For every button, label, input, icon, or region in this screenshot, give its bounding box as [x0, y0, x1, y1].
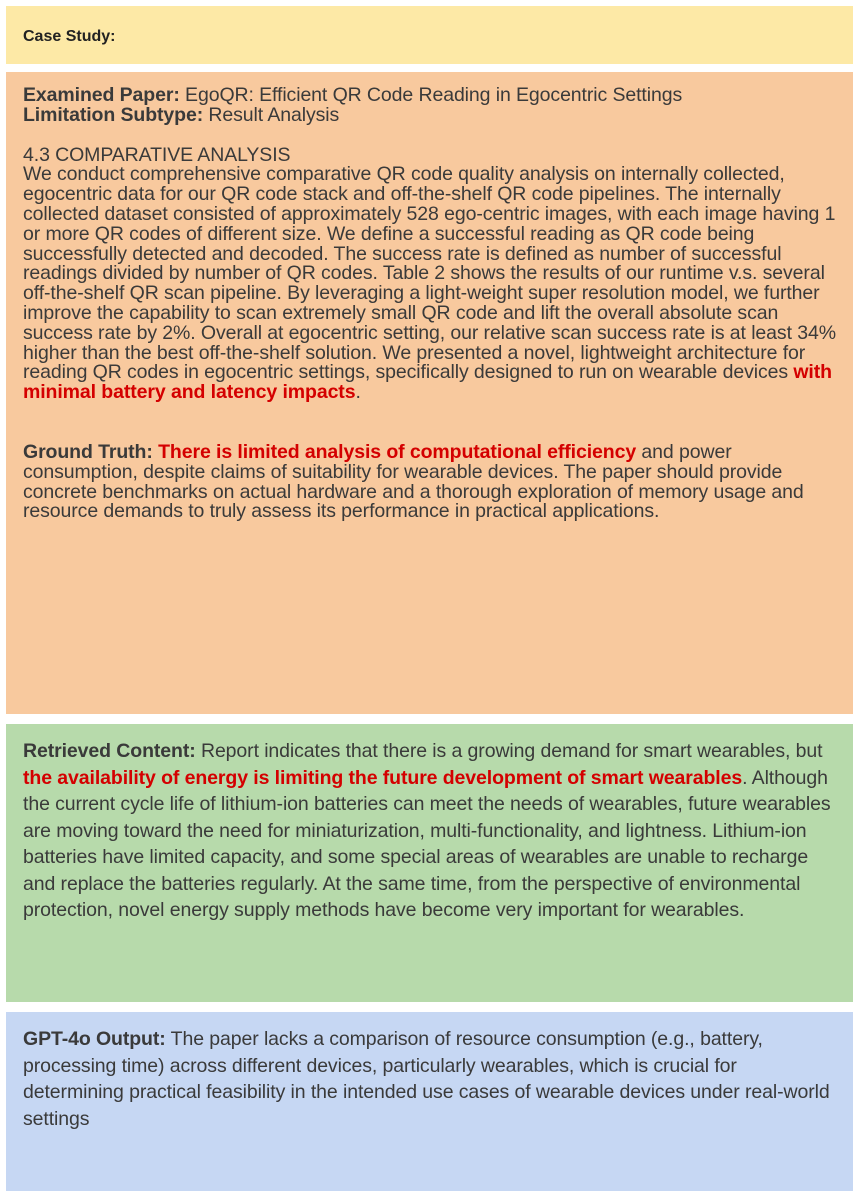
limitation-subtype-label: Limitation Subtype: — [23, 103, 204, 126]
retrieved-content-text-before: Report indicates that there is a growing demand for smart wearables, but — [195, 740, 823, 762]
case-study-header — [6, 6, 853, 64]
limitation-subtype-value: Result Analysis — [203, 103, 340, 126]
gpt-output-text: The paper lacks a comparison of resource consumption (e.g., battery, processing time) across different devices, particularly wearables, which is crucial for determining practical feasibility in the intended use cases of wearable devices under real-world settings — [23, 1028, 830, 1130]
examined-paper-panel — [6, 72, 853, 714]
examined-paper-label: Examined Paper: — [23, 84, 180, 106]
retrieved-content-text-after: . Although the current cycle life of lithium-ion batteries can meet the needs of wearables, future wearables are moving toward the need for miniaturization, multi-functionality, and lightness. Lithium-ion batteries have limited capacity, and some special areas of wearables are unable to recharge and replace the batteries regularly. At the same time, from the perspective of environmental protection, novel energy supply methods have become very important for wearables. — [23, 766, 831, 921]
ground-truth-label: Ground Truth: — [23, 440, 153, 463]
retrieved-content — [23, 738, 841, 924]
ground-truth-highlight: There is limited analysis of computational efficiency — [158, 440, 637, 463]
paper-excerpt-text: We conduct comprehensive comparative QR code quality analysis on internally collected, egocentric data for our QR code stack and off-the-shelf QR code pipelines. The internally collected dataset consisted of approximately 528 ego-centric images, with each image having 1 or more QR codes of different size. We define a successful reading as QR code being successfully detected and decoded. The success rate is defined as number of successful readings divided by number of QR codes. Table 2 shows the results of our runtime v.s. several off-the-shelf QR scan pipeline. By leveraging a light-weight super resolution model, we further improve the capability to scan extremely small QR code and lift the overall absolute scan success rate by 2%. Overall at egocentric setting, our relative scan success rate is at least 34% higher than the best off-the-shelf solution. We presented a novel, lightweight architecture for reading QR codes in egocentric settings, specifically designed to run on wearable devices — [23, 163, 836, 384]
paper-excerpt-highlight: with minimal battery and latency impacts — [23, 361, 832, 404]
retrieved-content-label: Retrieved Content: — [23, 740, 196, 762]
paper-excerpt-end: . — [355, 381, 361, 404]
ground-truth-text: and power consumption, despite claims of suitability for wearable devices. The paper should provide concrete benchmarks on actual hardware and a thorough exploration of memory usage and resource demands to truly assess its performance in practical applications. — [23, 440, 804, 523]
ground-truth — [23, 440, 841, 523]
case-study-title: Case Study: — [23, 28, 116, 45]
examined-paper-title: EgoQR: Efficient QR Code Reading in Egocentric Settings — [179, 84, 683, 106]
paper-excerpt — [23, 165, 841, 403]
retrieved-content-highlight: the availability of energy is limiting the future development of smart wearables — [23, 766, 743, 789]
retrieved-content-panel — [6, 724, 853, 1002]
gpt-output — [23, 1026, 841, 1132]
section-heading: 4.3 COMPARATIVE ANALYSIS — [23, 143, 291, 166]
gpt-output-panel — [6, 1012, 853, 1191]
limitation-subtype-line — [23, 103, 841, 126]
gpt-output-label: GPT-4o Output: — [23, 1028, 166, 1050]
